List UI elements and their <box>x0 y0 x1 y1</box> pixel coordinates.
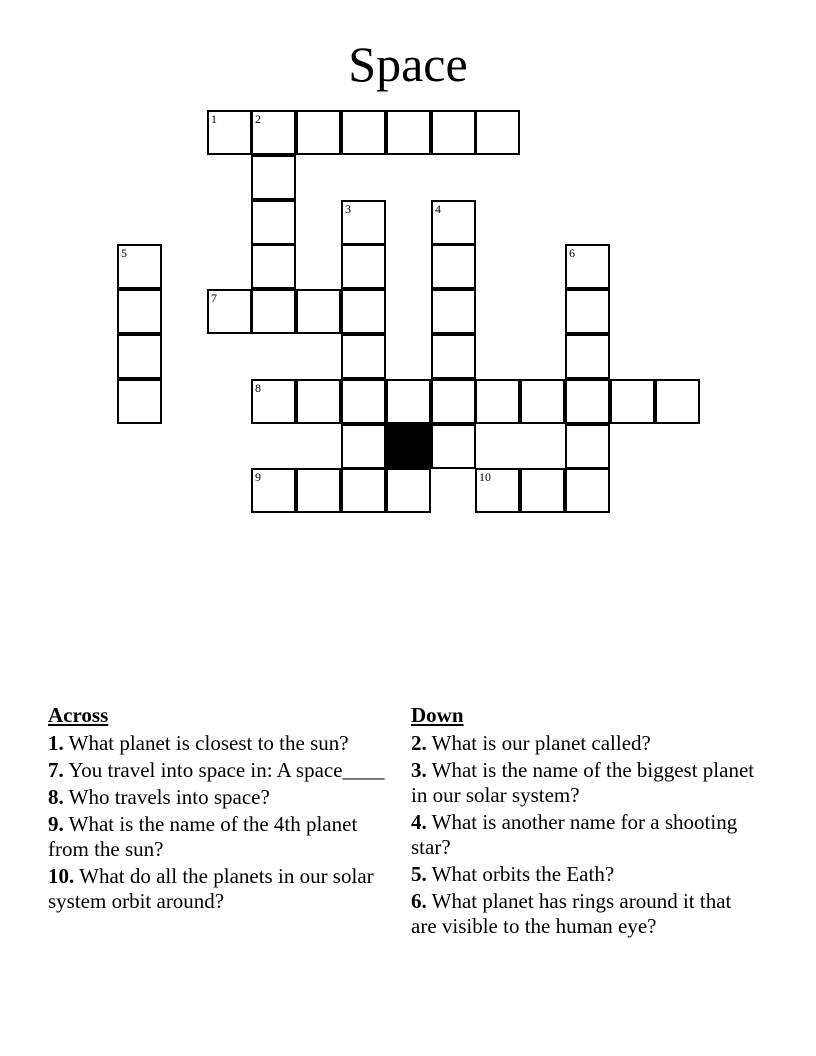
clue-text: What is our planet called? <box>431 731 651 755</box>
grid-cell[interactable] <box>251 155 296 200</box>
across-clue <box>48 731 388 756</box>
grid-cell[interactable] <box>207 110 252 155</box>
grid-cell[interactable] <box>431 379 476 424</box>
grid-cell[interactable] <box>296 110 341 155</box>
down-heading: Down <box>411 703 464 727</box>
clue-text: Who travels into space? <box>68 785 270 809</box>
grid-cell[interactable] <box>251 244 296 289</box>
clue-number: 1 <box>211 112 217 126</box>
grid-cell[interactable] <box>251 379 296 424</box>
clue-number: 3. <box>411 758 427 782</box>
grid-cell[interactable] <box>251 200 296 245</box>
across-clue <box>48 812 388 862</box>
clue-number: 3 <box>345 202 351 216</box>
clue-text: What is the name of the 4th planet from the sun? <box>48 812 358 861</box>
down-clue <box>411 862 761 887</box>
clue-number: 8 <box>255 381 261 395</box>
clue-text: You travel into space in: A space____ <box>68 758 385 782</box>
clue-text: What planet has rings around it that are visible to the human eye? <box>411 889 732 938</box>
page-title: Space <box>348 36 468 92</box>
clue-text: What do all the planets in our solar system orbit around? <box>48 864 374 913</box>
down-clues <box>411 703 761 941</box>
grid-cell[interactable] <box>431 200 476 245</box>
grid-cell[interactable] <box>565 468 610 513</box>
grid-cell[interactable] <box>296 289 341 334</box>
clue-number: 5 <box>121 246 127 260</box>
across-heading: Across <box>48 703 109 727</box>
down-clue-list <box>411 731 761 939</box>
grid-cell[interactable] <box>565 334 610 379</box>
clue-text: What planet is closest to the sun? <box>68 731 349 755</box>
down-clue <box>411 810 761 860</box>
grid-cell[interactable] <box>386 379 431 424</box>
grid-cell[interactable] <box>341 289 386 334</box>
grid-cell[interactable] <box>565 424 610 469</box>
clue-text: What orbits the Eath? <box>431 862 615 886</box>
grid-cell[interactable] <box>520 379 565 424</box>
across-clue <box>48 758 388 783</box>
grid-cell[interactable] <box>431 110 476 155</box>
clue-number: 2. <box>411 731 427 755</box>
across-clue <box>48 785 388 810</box>
down-clue <box>411 731 761 756</box>
grid-cell[interactable] <box>296 379 341 424</box>
grid-cell[interactable] <box>117 244 162 289</box>
grid-cell[interactable] <box>117 379 162 424</box>
grid-cell[interactable] <box>251 468 296 513</box>
clue-number: 7 <box>211 291 217 305</box>
clue-number: 7. <box>48 758 64 782</box>
grid-cell[interactable] <box>341 424 386 469</box>
grid-cell[interactable] <box>386 468 431 513</box>
clue-number: 10 <box>479 470 491 484</box>
grid-cell[interactable] <box>565 289 610 334</box>
grid-cell[interactable] <box>475 379 520 424</box>
clue-number: 8. <box>48 785 64 809</box>
clue-number: 2 <box>255 112 261 126</box>
across-clue <box>48 864 388 914</box>
grid-cell[interactable] <box>251 289 296 334</box>
grid-cell[interactable] <box>207 289 252 334</box>
grid-cell[interactable] <box>341 200 386 245</box>
grid-cell[interactable] <box>117 334 162 379</box>
clue-text: What is the name of the biggest planet in our solar system? <box>411 758 755 807</box>
grid-cell[interactable] <box>520 468 565 513</box>
grid-cell[interactable] <box>341 468 386 513</box>
clue-number: 6. <box>411 889 427 913</box>
grid-cell[interactable] <box>431 334 476 379</box>
across-clues <box>48 703 388 916</box>
grid-cell[interactable] <box>431 424 476 469</box>
clue-number: 5. <box>411 862 427 886</box>
clue-number: 9 <box>255 470 261 484</box>
grid-cell[interactable] <box>341 110 386 155</box>
clue-number: 9. <box>48 812 64 836</box>
down-clue <box>411 889 761 939</box>
grid-cell[interactable] <box>386 110 431 155</box>
grid-cell[interactable] <box>117 289 162 334</box>
grid-cell[interactable] <box>296 468 341 513</box>
grid-cell-black <box>386 424 431 469</box>
grid-cell[interactable] <box>341 334 386 379</box>
clue-number: 1. <box>48 731 64 755</box>
grid-cell[interactable] <box>610 379 655 424</box>
clue-number: 4 <box>435 202 441 216</box>
grid-cell[interactable] <box>565 244 610 289</box>
clue-number: 10. <box>48 864 75 888</box>
down-clue <box>411 758 761 808</box>
clue-number: 6 <box>569 246 575 260</box>
across-clue-list <box>48 731 388 914</box>
clue-number: 4. <box>411 810 427 834</box>
grid-cell[interactable] <box>475 468 520 513</box>
grid-cell[interactable] <box>251 110 296 155</box>
grid-cell[interactable] <box>341 379 386 424</box>
grid-cell[interactable] <box>431 244 476 289</box>
grid-cell[interactable] <box>655 379 700 424</box>
grid-cell[interactable] <box>341 244 386 289</box>
grid-cell[interactable] <box>431 289 476 334</box>
grid-cell[interactable] <box>475 110 520 155</box>
grid-cell[interactable] <box>565 379 610 424</box>
clue-text: What is another name for a shooting star? <box>411 810 738 859</box>
